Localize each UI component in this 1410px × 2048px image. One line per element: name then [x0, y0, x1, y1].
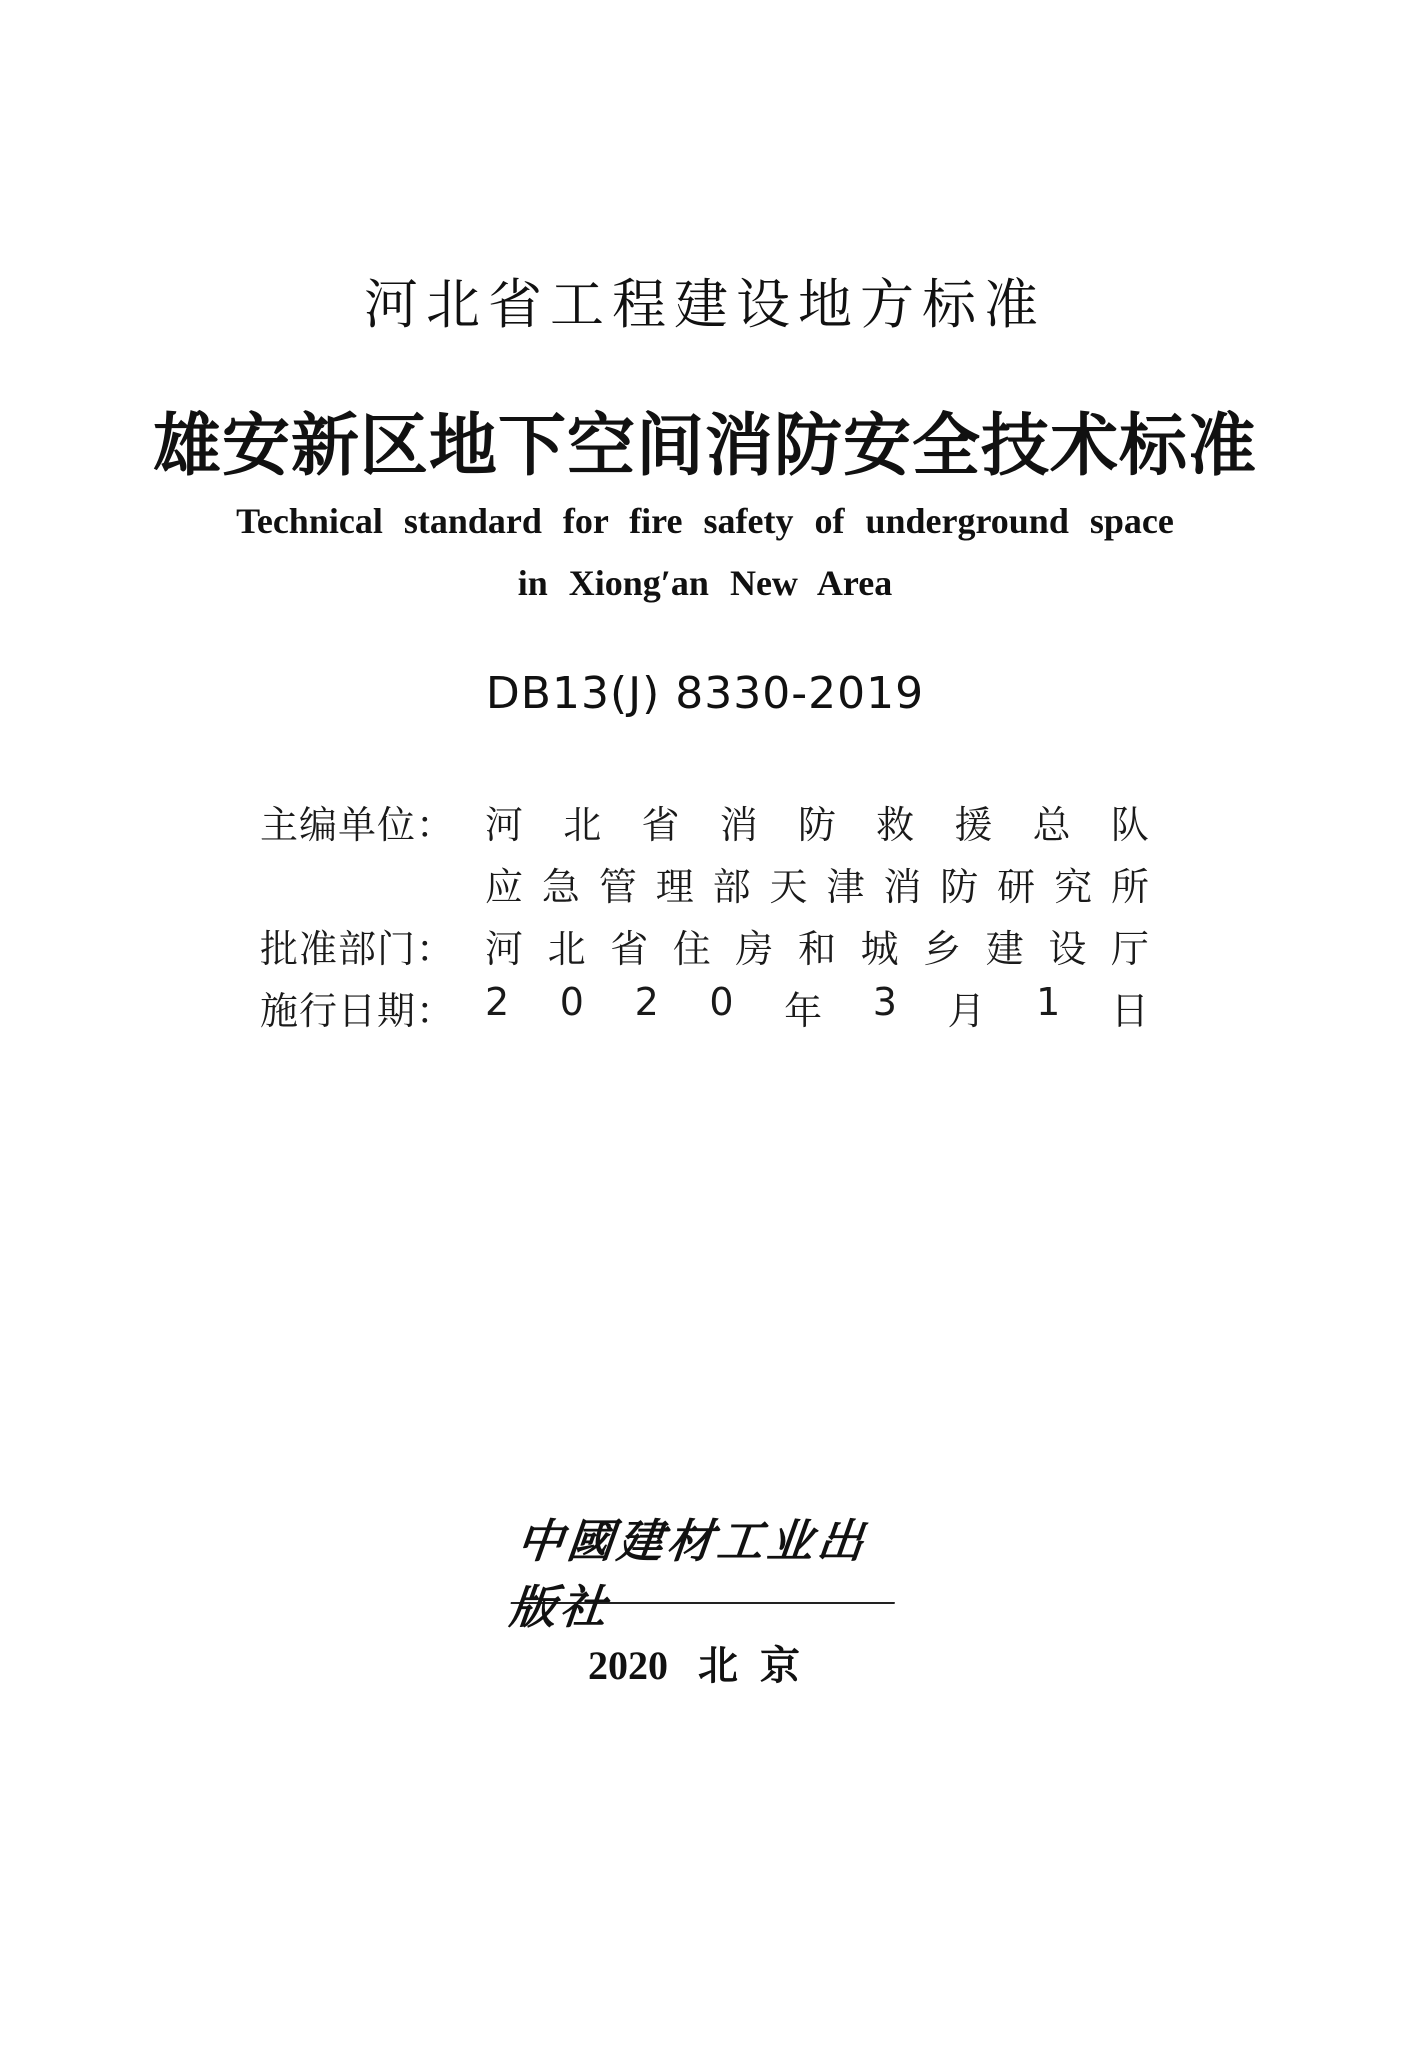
main-title: 雄安新区地下空间消防安全技术标准	[152, 406, 1257, 486]
info-char: 消	[719, 802, 758, 847]
info-char: 北	[563, 802, 602, 847]
info-char: 厅	[1110, 926, 1149, 971]
info-char: 0	[559, 979, 584, 1024]
info-char: 援	[954, 802, 993, 847]
imprint-city: 北京	[698, 1642, 822, 1689]
info-char: 天	[769, 864, 808, 909]
effective-date-value	[485, 980, 1149, 1035]
info-char: 城	[860, 926, 899, 971]
info-char: 河	[485, 802, 524, 847]
info-char: 2	[485, 979, 510, 1024]
editor-value-2	[485, 856, 1149, 911]
effective-date-row	[260, 976, 1160, 1038]
info-char: 究	[1054, 864, 1093, 909]
english-title-line-2: in Xiong′an New Area	[517, 563, 893, 603]
info-char: 所	[1110, 864, 1149, 909]
approver-label: 批准部门：	[260, 926, 456, 971]
info-char: 1	[1036, 979, 1061, 1024]
info-char: 消	[883, 864, 922, 909]
info-char: 住	[672, 926, 711, 971]
info-char: 队	[1110, 802, 1149, 847]
info-char: 津	[826, 864, 865, 909]
imprint-year: 2020	[588, 1643, 668, 1688]
info-char: 日	[1110, 988, 1149, 1033]
info-char: 理	[655, 864, 694, 909]
publisher-logo: 中國建材工业出版社	[511, 1540, 902, 1604]
series-title: 河北省工程建设地方标准	[364, 273, 1046, 336]
imprint	[0, 1634, 1410, 1691]
info-char: 防	[797, 802, 836, 847]
info-char: 乡	[923, 926, 962, 971]
effective-date-label: 施行日期：	[260, 988, 456, 1033]
info-char: 年	[784, 988, 823, 1033]
info-char: 防	[940, 864, 979, 909]
english-title-line-1: Technical standard for fire safety of underground space	[236, 501, 1174, 541]
info-char: 总	[1032, 802, 1071, 847]
editor-row-1	[260, 790, 1160, 852]
info-char: 北	[547, 926, 586, 971]
info-char: 2	[634, 979, 659, 1024]
info-char: 设	[1048, 926, 1087, 971]
info-char: 救	[876, 802, 915, 847]
info-char: 应	[485, 864, 524, 909]
info-char: 省	[641, 802, 680, 847]
info-char: 河	[485, 926, 524, 971]
standard-info	[260, 790, 1160, 1038]
editor-row-2	[260, 852, 1160, 914]
editor-value-1	[485, 794, 1149, 849]
info-char: 和	[797, 926, 836, 971]
info-char: 部	[712, 864, 751, 909]
approver-value	[485, 918, 1149, 973]
info-char: 急	[541, 864, 580, 909]
info-char: 月	[947, 988, 986, 1033]
info-char: 省	[610, 926, 649, 971]
standard-code: DB13(J) 8330-2019	[485, 668, 925, 719]
approver-row	[260, 914, 1160, 976]
info-char: 建	[985, 926, 1024, 971]
info-char: 3	[872, 979, 897, 1024]
info-char: 0	[709, 979, 734, 1024]
info-char: 房	[735, 926, 774, 971]
editor-label: 主编单位：	[260, 802, 456, 847]
info-char: 管	[598, 864, 637, 909]
info-char: 研	[997, 864, 1036, 909]
